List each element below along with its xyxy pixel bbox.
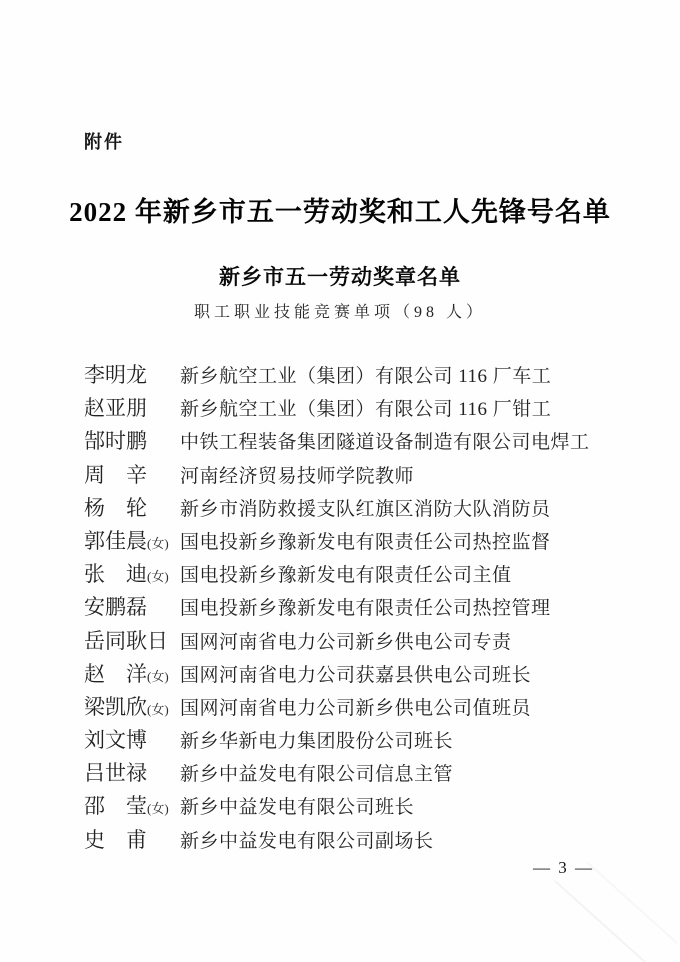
scan-crease-artifact xyxy=(554,880,674,962)
person-affiliation: 新乡中益发电有限公司信息主管 xyxy=(180,764,454,786)
award-recipient-list xyxy=(84,359,650,857)
list-item xyxy=(84,392,650,425)
person-name: 杨 轮 xyxy=(84,495,147,520)
person-name: 吕世禄 xyxy=(84,761,147,786)
page-number: — 3 — xyxy=(533,858,594,877)
person-affiliation: 新乡航空工业（集团）有限公司 116 厂车工 xyxy=(180,366,552,387)
person-name: 李明龙 xyxy=(84,363,147,387)
gender-marker: (女) xyxy=(147,569,169,585)
person-affiliation: 国电投新乡豫新发电有限责任公司主值 xyxy=(180,565,512,587)
document-title: 2022 年新乡市五一劳动奖和工人先锋号名单 xyxy=(69,197,611,227)
attachment-label: 附件 xyxy=(84,132,124,152)
person-name: 赵 洋 xyxy=(84,661,147,686)
gender-marker: (女) xyxy=(147,535,169,551)
person-affiliation: 国网河南省电力公司新乡供电公司值班员 xyxy=(180,697,532,719)
gender-marker: (女) xyxy=(147,668,169,684)
list-item xyxy=(84,558,650,591)
person-affiliation: 新乡华新电力集团股份公司班长 xyxy=(180,731,454,753)
person-name: 岳同耿日 xyxy=(84,628,168,653)
list-item xyxy=(84,691,650,724)
person-name: 史 甫 xyxy=(84,827,147,852)
gender-marker: (女) xyxy=(147,801,169,817)
list-item xyxy=(84,525,650,558)
person-name: 安鹏磊 xyxy=(84,595,147,620)
person-name: 刘文博 xyxy=(84,728,147,753)
list-item xyxy=(84,425,650,458)
person-name: 邵 莹 xyxy=(84,794,147,819)
section-title: 新乡市五一劳动奖章名单 xyxy=(219,265,461,289)
person-name: 郭佳晨 xyxy=(84,528,147,553)
person-affiliation: 新乡市消防救援支队红旗区消防大队消防员 xyxy=(180,498,551,520)
list-item xyxy=(84,757,650,790)
person-affiliation: 国电投新乡豫新发电有限责任公司热控管理 xyxy=(180,598,551,620)
list-item xyxy=(84,459,650,492)
scan-crease-artifact xyxy=(587,862,678,944)
person-affiliation: 河南经济贸易技师学院教师 xyxy=(180,465,415,487)
person-name: 张 迪 xyxy=(84,562,147,587)
list-item xyxy=(84,492,650,525)
person-affiliation: 新乡中益发电有限公司班长 xyxy=(180,797,415,819)
person-affiliation: 国电投新乡豫新发电有限责任公司热控监督 xyxy=(180,531,551,553)
person-affiliation: 国网河南省电力公司获嘉县供电公司班长 xyxy=(180,664,532,686)
person-name: 梁凯欣 xyxy=(84,694,147,719)
gender-marker: (女) xyxy=(147,701,169,717)
person-name: 赵亚朋 xyxy=(84,396,147,421)
person-affiliation: 新乡中益发电有限公司副场长 xyxy=(180,830,434,852)
list-item xyxy=(84,591,650,624)
person-name: 周 辛 xyxy=(84,462,147,487)
list-item xyxy=(84,359,650,392)
person-affiliation: 新乡航空工业（集团）有限公司 116 厂钳工 xyxy=(180,399,552,421)
list-item xyxy=(84,625,650,658)
section-subtitle: 职工职业技能竞赛单项（98 人） xyxy=(193,304,486,321)
list-item xyxy=(84,658,650,691)
list-item xyxy=(84,724,650,757)
person-affiliation: 中铁工程装备集团隧道设备制造有限公司电焊工 xyxy=(180,432,590,454)
person-name: 郜时鹏 xyxy=(84,429,147,454)
person-affiliation: 国网河南省电力公司新乡供电公司专责 xyxy=(180,631,512,653)
list-item xyxy=(84,824,650,857)
list-item xyxy=(84,790,650,823)
